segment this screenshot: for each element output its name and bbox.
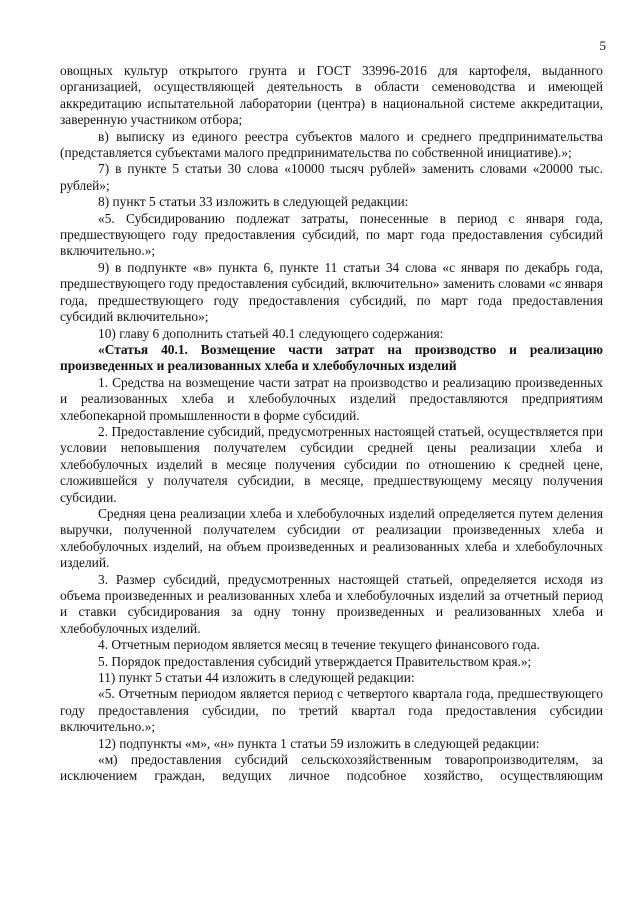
paragraph: «5. Отчетным периодом является период с четвертого квартала года, предшествующего году предоставления субсидии, по третий квартал года предоставления субсидии включительно.»;: [60, 686, 603, 735]
page-number: 5: [599, 38, 606, 53]
document-body: [60, 63, 603, 785]
paragraph: в) выписку из единого реестра субъектов малого и среднего предпринимательства (представляется субъектами малого предпринимательства по собственной инициативе).»;: [60, 128, 603, 161]
paragraph: 4. Отчетным периодом является месяц в течение текущего финансового года.: [98, 637, 540, 653]
paragraph: «Статья 40.1. Возмещение части затрат на производство и реализацию произведенных и реализованных хлеба и хлебобулочных изделий: [60, 341, 603, 374]
paragraph: 3. Размер субсидий, предусмотренных настоящей статьей, определяется исходя из объема произведенных и реализованных хлеба и хлебобулочных изделий за отчетный период и ставки субсидирования за одну тонну произведенных и реализованных хлеба и хлебобулочных изделий.: [60, 571, 603, 636]
paragraph: овощных культур открытого грунта и ГОСТ 33996-2016 для картофеля, выданного организацией, осуществляющей деятельность в области семеноводства и имеющей аккредитацию испытательной лаборатории (центра) в национальной системе аккредитации, заверенную участником отбора;: [60, 63, 603, 128]
paragraph: Средняя цена реализации хлеба и хлебобулочных изделий определяется путем деления выручки, полученной получателем субсидии от реализации произведенных хлеба и хлебобулочных изделий, на объем произведенных и реализованных хлеба и хлебобулочных изделий.: [60, 505, 603, 571]
paragraph: 1. Средства на возмещение части затрат на производство и реализацию произведенных и реализованных хлеба и хлебобулочных изделий предоставляются предприятиям хлебопекарной промышленности в форме субсидий.: [60, 374, 603, 423]
paragraph: 2. Предоставление субсидий, предусмотренных настоящей статьей, осуществляется при условии неповышения получателем субсидии средней цены реализации хлеба и хлебобулочных изделий в месяце получения субсидии по отношению к средней цене, сложившейся у получателя субсидии, в месяце, предшествующему месяцу получения субсидии.: [60, 423, 603, 505]
paragraph: 7) в пункте 5 статьи 30 слова «10000 тысяч рублей» заменить словами «20000 тыс. рублей»;: [60, 161, 603, 193]
paragraph: «5. Субсидированию подлежат затраты, понесенные в период с января года, предшествующего году предоставления субсидий, по март года предоставления субсидий включительно.»;: [60, 210, 603, 259]
paragraph: 9) в подпункте «в» пункта 6, пункте 11 статьи 34 слова «с января по декабрь года, предшествующего году предоставления субсидий, включительно» заменить словами «с января года, предшествующего году предоставления субсидий, по март года предоставления субсидий включительно»;: [60, 259, 603, 325]
paragraph: 5. Порядок предоставления субсидий утверждается Правительством края.»;: [98, 653, 532, 669]
paragraph: 12) подпункты «м», «н» пункта 1 статьи 59 изложить в следующей редакции:: [98, 735, 540, 751]
paragraph: 10) главу 6 дополнить статьей 40.1 следующего содержания:: [98, 325, 444, 341]
paragraph: 8) пункт 5 статьи 33 изложить в следующей редакции:: [98, 194, 409, 210]
paragraph: «м) предоставления субсидий сельскохозяйственным товаропроизводителям, за исключением граждан, ведущих личное подсобное хозяйство, осуществляющим: [60, 752, 603, 784]
paragraph: 11) пункт 5 статьи 44 изложить в следующей редакции:: [98, 670, 415, 686]
